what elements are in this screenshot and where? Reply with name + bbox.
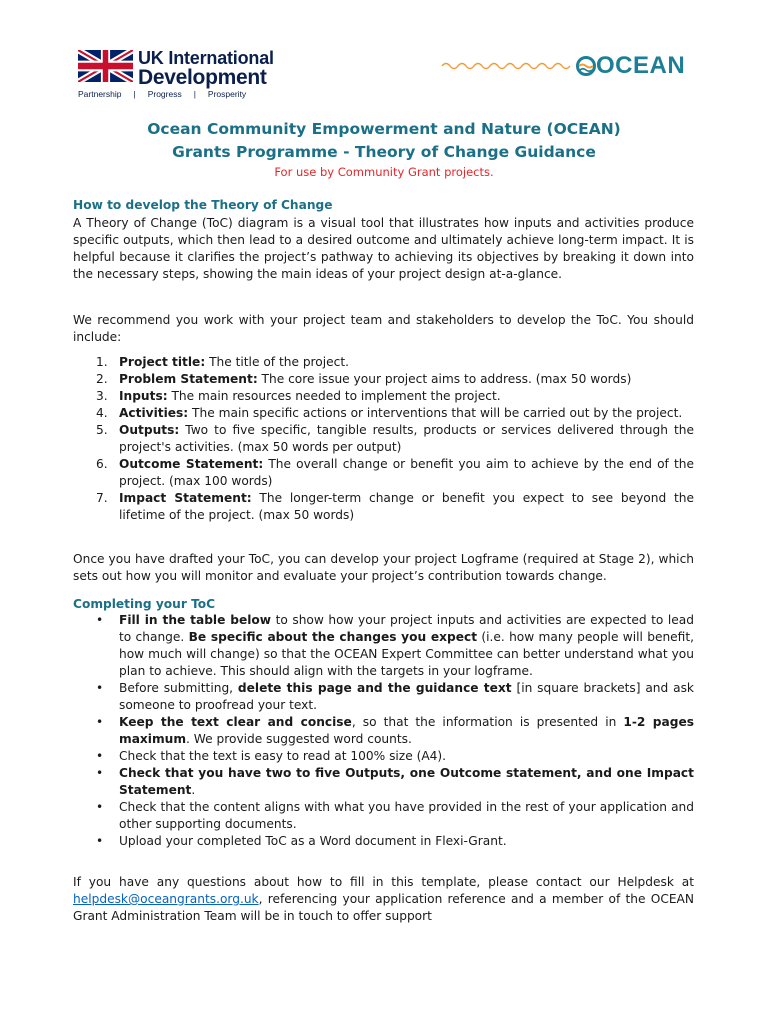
document-title-line2: Grants Programme - Theory of Change Guidance — [172, 143, 596, 161]
helpdesk-email-link[interactable]: helpdesk@oceangrants.org.uk — [73, 892, 259, 906]
list-number: 5. — [96, 423, 108, 437]
list-item-text: Check that the content aligns with what you have provided in the rest of your application and other supporting documents. — [119, 800, 694, 831]
paragraph-recommend: We recommend you work with your project team and stakeholders to develop the ToC. You should include: — [73, 313, 694, 344]
list-number: 2. — [96, 372, 108, 386]
list-item-text: to show how your project inputs and activities are expected to lead to change. — [119, 613, 694, 644]
bullet-icon: • — [96, 715, 104, 729]
tagline-word: Partnership — [78, 89, 122, 99]
ocean-wordmark: OCEAN — [596, 52, 686, 79]
ocean-logo — [440, 54, 696, 80]
bullet-icon: • — [96, 834, 104, 848]
list-number: 3. — [96, 389, 108, 403]
list-item — [73, 354, 694, 371]
list-item — [73, 680, 694, 714]
bullet-icon: • — [96, 766, 104, 780]
tagline-separator: | — [193, 89, 196, 99]
contact-text: , referencing your application reference and a member of the OCEAN Grant Administration Team will be in touch to offer support — [73, 892, 694, 923]
list-item-text: Upload your completed ToC as a Word document in Flexi-Grant. — [119, 834, 507, 848]
list-item — [73, 765, 694, 799]
paragraph-logframe: Once you have drafted your ToC, you can develop your project Logframe (required at Stage 2), which sets out how you will monitor and evaluate your project’s contribution towards change. — [73, 552, 694, 583]
ukid-logo-line1: UK International — [138, 48, 274, 68]
document-title-line1: Ocean Community Empowerment and Nature (OCEAN) — [147, 120, 621, 138]
bullet-icon: • — [96, 681, 104, 695]
list-item-term: Outputs: — [119, 423, 180, 437]
list-item — [73, 388, 694, 405]
list-item-text: Two to five specific, tangible results, products or services delivered through the project's activities. (max 50 words per output) — [119, 423, 694, 454]
paragraph-contact — [73, 874, 694, 925]
list-number: 4. — [96, 406, 108, 420]
list-item-term: Problem Statement: — [119, 372, 258, 386]
section-heading-how-to: How to develop the Theory of Change — [73, 198, 333, 212]
list-item-text: The title of the project. — [205, 355, 349, 369]
list-item — [73, 371, 694, 388]
list-item — [73, 422, 694, 456]
list-item — [73, 833, 694, 850]
tagline-separator: | — [133, 89, 136, 99]
section-heading-completing: Completing your ToC — [73, 597, 216, 611]
tagline-word: Prosperity — [207, 89, 247, 99]
list-item-text: The longer-term change or benefit you expect to see beyond the lifetime of the project. (max 50 words) — [119, 491, 694, 522]
emphasis-text: Be specific about the changes you expect — [188, 630, 478, 644]
bullet-icon: • — [96, 613, 104, 627]
list-item-text: The core issue your project aims to address. (max 50 words) — [257, 372, 632, 386]
list-item — [73, 714, 694, 748]
list-item-text: . We provide suggested word counts. — [186, 732, 412, 746]
list-item-text: The main resources needed to implement the project. — [167, 389, 501, 403]
list-number: 7. — [96, 491, 108, 505]
list-item — [73, 612, 694, 680]
emphasis-text: 1-2 pages maximum — [119, 715, 694, 746]
list-item-term: Impact Statement: — [119, 491, 252, 505]
list-item-term: Activities: — [119, 406, 189, 420]
bullet-icon: • — [96, 749, 104, 763]
list-number: 6. — [96, 457, 108, 471]
list-item-text: The overall change or benefit you aim to achieve by the end of the project. (max 100 words) — [119, 457, 694, 488]
ukid-logo-line2: Development — [138, 66, 267, 89]
uk-international-development-logo — [78, 48, 278, 104]
emphasis-text: Keep the text clear and concise — [119, 715, 352, 729]
list-item — [73, 748, 694, 765]
toc-components-list — [73, 354, 694, 524]
list-item-term: Project title: — [119, 355, 206, 369]
ocean-wave-mark-icon — [576, 54, 596, 78]
emphasis-text: delete this page and the guidance text — [237, 681, 512, 695]
tagline-word: Progress — [147, 89, 182, 99]
completing-guidance-list — [73, 612, 694, 850]
list-number: 1. — [96, 355, 108, 369]
bullet-icon: • — [96, 800, 104, 814]
list-item — [73, 405, 694, 422]
list-item-text: The main specific actions or interventions that will be carried out by the project. — [188, 406, 683, 420]
list-item-text: Before submitting, — [119, 681, 238, 695]
list-item-text: , so that the information is presented in — [351, 715, 624, 729]
list-item — [73, 799, 694, 833]
list-item-text: . — [191, 783, 196, 797]
contact-text: If you have any questions about how to fill in this template, please contact our Helpdesk at — [73, 875, 694, 889]
emphasis-text: Check that you have two to five Outputs, one Outcome statement, and one Impact Statement — [119, 766, 694, 797]
ukid-tagline — [78, 89, 246, 99]
document-subtitle: For use by Community Grant projects. — [274, 165, 494, 179]
emphasis-text: Fill in the table below — [119, 613, 272, 627]
list-item-text: (i.e. how many people will benefit, how much will change) so that the OCEAN Expert Committee can better understand what you plan to achieve. This should align with the targets in your logframe. — [119, 630, 695, 678]
list-item-text: [in square brackets] and ask someone to proofread your text. — [119, 681, 694, 712]
union-jack-flag-icon — [78, 50, 133, 82]
list-item — [73, 490, 694, 524]
paragraph-toc-intro: A Theory of Change (ToC) diagram is a visual tool that illustrates how inputs and activities produce specific outputs, which then lead to a desired outcome and ultimately achieve long-term impact. It is helpful because it clarifies the project’s pathway to achieving its objectives by breaking it down into the necessary steps, showing the main ideas of your project design at-a-glance. — [73, 216, 694, 281]
list-item-term: Outcome Statement: — [119, 457, 264, 471]
wave-line-icon — [440, 58, 574, 72]
list-item — [73, 456, 694, 490]
list-item-term: Inputs: — [119, 389, 168, 403]
list-item-text: Check that the text is easy to read at 100% size (A4). — [119, 749, 447, 763]
